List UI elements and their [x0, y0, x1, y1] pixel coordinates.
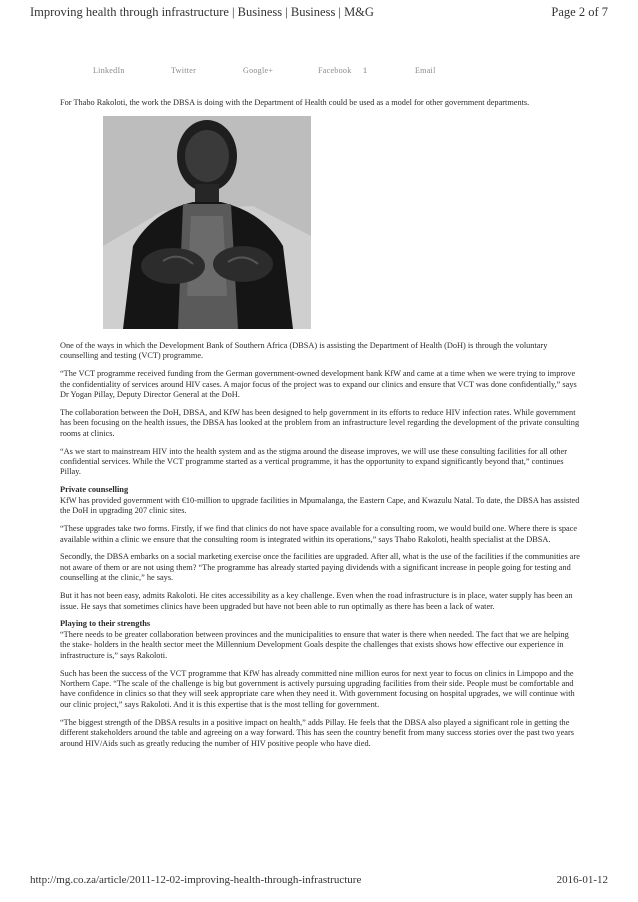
- article-paragraph: “There needs to be greater collaboration between provinces and the municipalities to ensure that water is there when needed. The fact that we are helping the stake- holders in the health sector meet the Millennium Development Goals despite the challenges that exists shows how effective our experience in infrastructure is,” says Rakoloti.: [60, 629, 569, 660]
- footer-date: 2016-01-12: [556, 874, 608, 886]
- article-body: [60, 98, 580, 756]
- article-paragraph: Secondly, the DBSA embarks on a social marketing exercise once the facilities are upgraded. After all, what is the use of the facilities if the communities are not aware of them or are not using them? “The programme has already started paying dividends with a significant increase in people going for testing and counselling at the clinic,” he says.: [60, 552, 580, 583]
- page-header: [30, 5, 608, 20]
- section-heading: Playing to their strengths: [60, 619, 151, 629]
- share-linkedin-link[interactable]: LinkedIn: [93, 66, 125, 75]
- article-photo: [103, 116, 311, 329]
- article-paragraph: “The biggest strength of the DBSA results in a positive impact on health,” adds Pillay. He feels that the DBSA also played a significant role in getting the different stakeholders around the table and agreeing on a way forward. This has seen the country benefit from many success stories over the past two years around HIV/Aids such as greatly reducing the number of HIV positive people who have died.: [60, 717, 574, 748]
- article-paragraph: “The VCT programme received funding from the German government-owned development bank KfW and came at a time when we were trying to improve the confidentiality of services around HIV cases. A major focus of the project was to expand our clinics and ensure that VCT was done confidentially,” says Dr Yogan Pillay, Deputy Director General at the DoH.: [60, 369, 577, 400]
- page-title: Improving health through infrastructure | Business | Business | M&G: [30, 5, 374, 19]
- share-facebook-link[interactable]: Facebook: [318, 66, 352, 75]
- article-paragraph: “As we start to mainstream HIV into the health system and as the stigma around the disease improves, we will use these consulting facilities for all other confidential services. While the VCT programme started as a vertical programme, it has the opportunity to expand significantly beyond that,” continues Pillay.: [60, 446, 567, 477]
- section-heading: Private counselling: [60, 485, 129, 495]
- article-paragraph: One of the ways in which the Development Bank of Southern Africa (DBSA) is assisting the Department of Health (DoH) is through the voluntary counselling and testing (VCT) programme.: [60, 340, 548, 361]
- article-paragraph: Such has been the success of the VCT programme that KfW has already committed nine million euros for next year to focus on clinics in Limpopo and the Northern Cape. “The scale of the challenge is big but government is actively pursuing upgrading facilities from their side. People must be comfortable and have confidence in clinics so that they will seek appropriate care when they need it. With government focusing on hospital upgrades, we will continue with our clinic project,” says Rakoloti. And it is this expertise that is the most telling for government.: [60, 668, 575, 709]
- share-twitter-link[interactable]: Twitter: [171, 66, 197, 75]
- article-paragraph: But it has not been easy, admits Rakoloti. He cites accessibility as a key challenge. Even when the road infrastructure is in place, water supply has been an issue. He says that sometimes clinics have been upgraded but have not been able to run optimally as there has been a lack of water.: [60, 591, 573, 611]
- article-paragraph: The collaboration between the DoH, DBSA, and KfW has been designed to help government in its efforts to reduce HIV infection rates. While government has been focusing on the health issues, the DBSA has looked at the problem from an infrastructure level regarding the development of the private consulting rooms at clinics.: [60, 407, 580, 438]
- share-email-link[interactable]: Email: [415, 66, 436, 75]
- share-count: 1: [363, 66, 368, 75]
- article-paragraph: “These upgrades take two forms. Firstly, if we find that clinics do not have space available for a consulting room, we would build one. Where there is space available within a clinic we ensure that the consulting room is integrated within its operations,” says Thabo Rakoloti, health specialist at the DBSA.: [60, 524, 578, 544]
- article-intro: For Thabo Rakoloti, the work the DBSA is doing with the Department of Health could be used as a model for other government departments.: [60, 98, 530, 107]
- article-paragraph: KfW has provided government with €10-million to upgrade facilities in Mpumalanga, the Eastern Cape, and Kwazulu Natal. To date, the DBSA has assisted the DoH in upgrading 207 clinic sites.: [60, 495, 580, 516]
- page-number: Page 2 of 7: [551, 5, 608, 19]
- share-google-link[interactable]: Google+: [243, 66, 274, 75]
- page-footer: [30, 874, 608, 886]
- footer-url: http://mg.co.za/article/2011-12-02-improving-health-through-infrastructure: [30, 874, 362, 886]
